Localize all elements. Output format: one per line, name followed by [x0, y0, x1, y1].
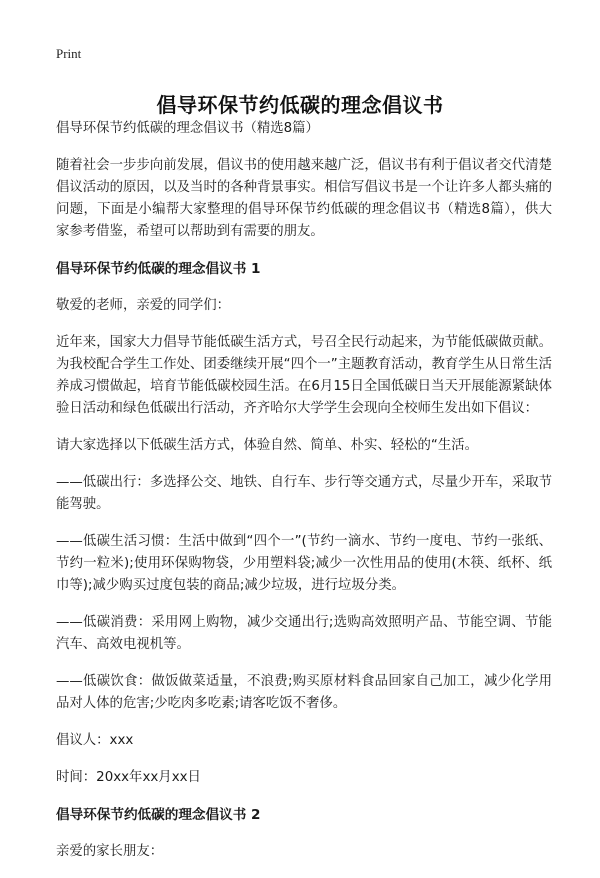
section-1-paragraph: 请大家选择以下低碳生活方式，体验自然、简单、朴实、轻松的“生活。: [56, 438, 479, 453]
section-1-greeting: 敬爱的老师，亲爱的同学们：: [56, 298, 231, 313]
section-1-paragraph: ——低碳出行：多选择公交、地铁、自行车、步行等交通方式，尽量少开车，采取节能驾驶。: [56, 475, 552, 512]
document-title: 倡导环保节约低碳的理念倡议书: [156, 93, 444, 118]
section-1-paragraph: ——低碳消费：采用网上购物，减少交通出行;选购高效照明产品、节能空调、节能汽车、高效电视机等。: [56, 615, 552, 652]
section-1-date: 时间：20xx年xx月xx日: [56, 770, 201, 785]
section-2-greeting: 亲爱的家长朋友：: [56, 844, 164, 859]
section-1-paragraph: 近年来，国家大力倡导节能低碳生活方式，号召全民行动起来，为节能低碳做贡献。为我校配合学生工作处、团委继续开展“四个一”主题教育活动，教育学生从日常生活养成习惯做起，培育节能低碳校园生活。在6月15日全国低碳日当天开展能源紧缺体验日活动和绿色低碳出行活动，齐齐哈尔大学学生会现向全校师生发出如下倡议：: [56, 335, 552, 416]
section-1-paragraph: ——低碳生活习惯：生活中做到“四个一”(节约一滴水、节约一度电、节约一张纸、节约一粒米);使用环保购物袋，少用塑料袋;减少一次性用品的使用(木筷、纸杯、纸巾等);减少购买过度包装的商品;减少垃圾，进行垃圾分类。: [56, 534, 552, 593]
section-1-proposer: 倡议人：xxx: [56, 733, 134, 748]
document-body: [56, 118, 552, 878]
section-1-heading: 倡导环保节约低碳的理念倡议书 1: [56, 261, 261, 277]
print-link[interactable]: Print: [56, 46, 82, 61]
intro-paragraph: 随着社会一步步向前发展，倡议书的使用越来越广泛，倡议书有利于倡议者交代清楚倡议活动的原因，以及当时的各种背景事实。相信写倡议书是一个让许多人都头痛的问题，下面是小编帮大家整理的倡导环保节约低碳的理念倡议书（精选8篇），供大家参考借鉴，希望可以帮助到有需要的朋友。: [56, 158, 552, 239]
section-2-heading: 倡导环保节约低碳的理念倡议书 2: [56, 807, 261, 823]
section-1-paragraph: ——低碳饮食：做饭做菜适量，不浪费;购买原材料食品回家自己加工，减少化学用品对人体的危害;少吃肉多吃素;请客吃饭不奢侈。: [56, 674, 552, 711]
document-subtitle: 倡导环保节约低碳的理念倡议书（精选8篇）: [56, 121, 319, 136]
